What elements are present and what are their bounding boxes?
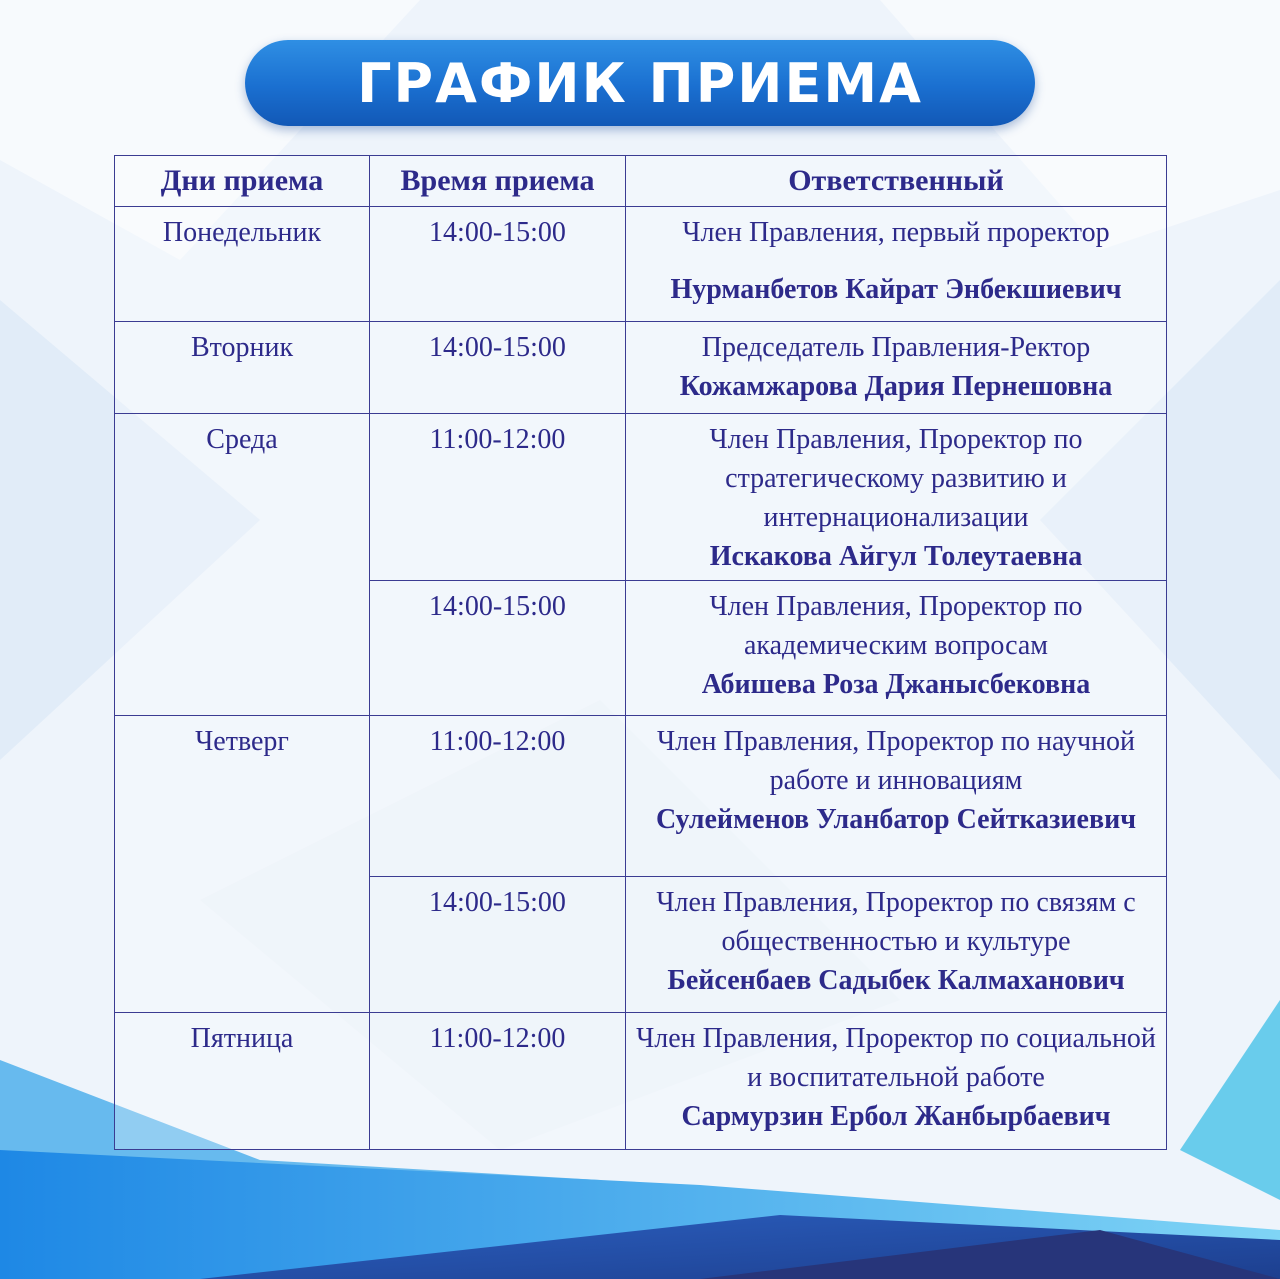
time-cell: 11:00-12:00: [370, 716, 626, 877]
responsible-cell: [626, 716, 1167, 877]
person-name: Нурманбетов Кайрат Энбекшиевич: [670, 274, 1122, 305]
header-responsible: Ответственный: [626, 156, 1167, 207]
time-cell: 14:00-15:00: [370, 207, 626, 322]
table-row: [115, 207, 1167, 322]
header-time: Время приема: [370, 156, 626, 207]
position-text: Член Правления, Проректор по академическим вопросам: [709, 591, 1083, 661]
day-cell: Среда: [115, 414, 370, 716]
table-row: [115, 414, 1167, 581]
page-title: ГРАФИК ПРИЕМА: [357, 51, 923, 115]
time-cell: 14:00-15:00: [370, 322, 626, 414]
time-cell: 14:00-15:00: [370, 877, 626, 1013]
responsible-cell: [626, 207, 1167, 322]
position-text: Член Правления, Проректор по научной работе и инновациям: [656, 726, 1136, 796]
time-cell: 14:00-15:00: [370, 581, 626, 716]
position-text: Председатель Правления-Ректор: [701, 332, 1091, 363]
schedule-table: [114, 155, 1167, 1150]
person-name: Кожамжарова Дария Пернешовна: [679, 371, 1113, 402]
responsible-cell: [626, 1013, 1167, 1150]
responsible-cell: [626, 877, 1167, 1013]
position-text: Член Правления, Проректор по социальной и воспитательной работе: [636, 1023, 1156, 1093]
responsible-cell: [626, 581, 1167, 716]
table-row: [115, 716, 1167, 877]
table-row: [115, 1013, 1167, 1150]
responsible-cell: [626, 414, 1167, 581]
person-name: Искакова Айгул Толеутаевна: [709, 541, 1083, 572]
day-cell: Вторник: [115, 322, 370, 414]
responsible-cell: [626, 322, 1167, 414]
person-name: Сулейменов Уланбатор Сейтказиевич: [655, 804, 1137, 835]
header-days: Дни приема: [115, 156, 370, 207]
title-banner: [245, 40, 1035, 126]
time-cell: 11:00-12:00: [370, 414, 626, 581]
day-cell: Пятница: [115, 1013, 370, 1150]
person-name: Абишева Роза Джанысбековна: [701, 669, 1091, 700]
person-name: Бейсенбаев Садыбек Калмаханович: [667, 965, 1125, 996]
position-text: Член Правления, первый проректор: [682, 217, 1110, 248]
table-row: [115, 322, 1167, 414]
position-text: Член Правления, Проректор по стратегическому развитию и интернационализации: [709, 424, 1083, 533]
person-name: Сармурзин Ербол Жанбырбаевич: [681, 1101, 1111, 1132]
position-text: Член Правления, Проректор по связям с общественностью и культуре: [656, 887, 1136, 957]
day-cell: Четверг: [115, 716, 370, 1013]
day-cell: Понедельник: [115, 207, 370, 322]
table-header-row: [115, 156, 1167, 207]
time-cell: 11:00-12:00: [370, 1013, 626, 1150]
